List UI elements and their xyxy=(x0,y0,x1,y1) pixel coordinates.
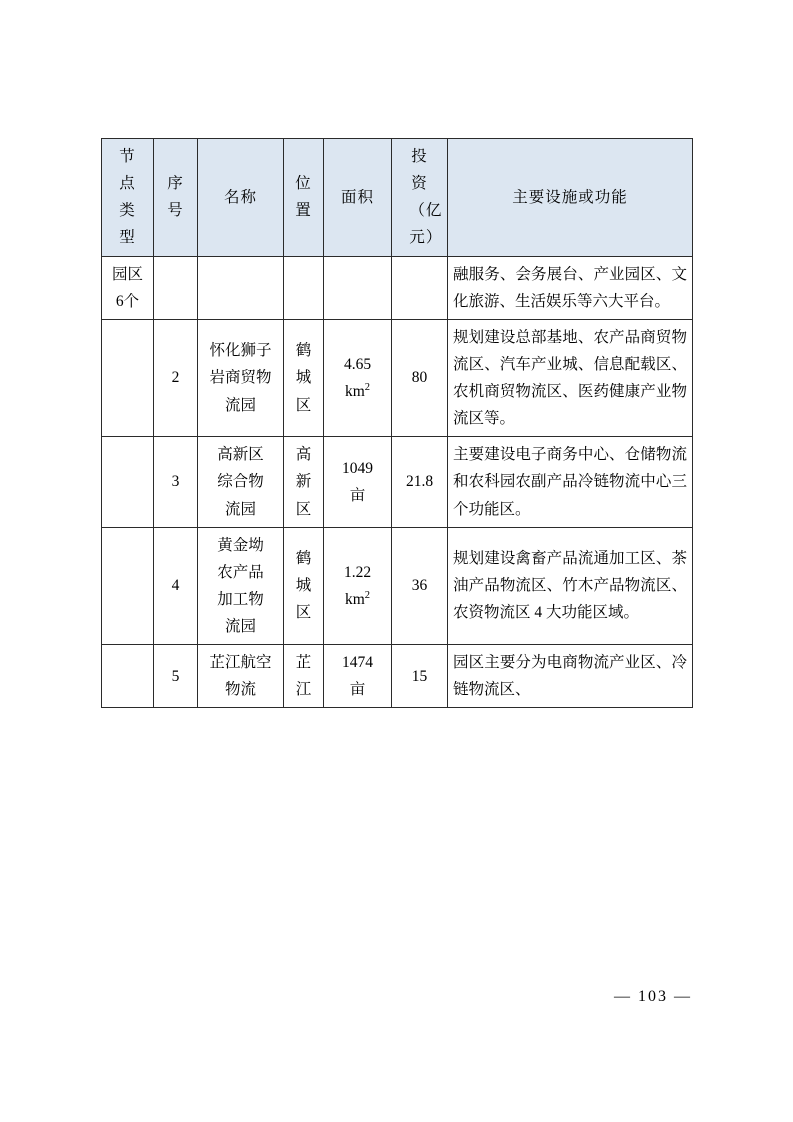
header-serial-no-text: 序号 xyxy=(167,175,184,220)
cell-area-unit: 亩 xyxy=(349,486,366,504)
cell-location xyxy=(284,527,324,645)
header-area: 面积 xyxy=(324,139,392,257)
header-serial-no xyxy=(154,139,198,257)
cell-serial-no: 3 xyxy=(154,437,198,527)
table-row xyxy=(102,645,693,708)
header-name: 名称 xyxy=(198,139,284,257)
cell-name-text: 芷江航空物流 xyxy=(209,654,272,699)
cell-area xyxy=(324,437,392,527)
cell-node-type xyxy=(102,437,154,527)
cell-location-text: 芷江 xyxy=(295,654,312,699)
cell-name xyxy=(198,256,284,319)
cell-location-text: 鹤城区 xyxy=(295,342,312,414)
cell-name xyxy=(198,645,284,708)
cell-location xyxy=(284,256,324,319)
cell-location-text: 鹤城区 xyxy=(295,550,312,622)
cell-node-type-text: 园区6个 xyxy=(111,265,143,310)
table-row xyxy=(102,319,693,437)
cell-location xyxy=(284,645,324,708)
logistics-nodes-table-wrapper xyxy=(101,138,692,708)
cell-main-facilities: 规划建设禽畜产品流通加工区、茶油产品物流区、竹木产品物流区、农资物流区 4 大功能区域。 xyxy=(448,527,693,645)
cell-node-type xyxy=(102,256,154,319)
cell-serial-no: 2 xyxy=(154,319,198,437)
cell-node-type xyxy=(102,527,154,645)
cell-node-type xyxy=(102,645,154,708)
page-number: — 103 — xyxy=(614,988,692,1005)
header-investment xyxy=(392,139,448,257)
cell-area-value: 1049 xyxy=(342,459,373,477)
cell-serial-no: 5 xyxy=(154,645,198,708)
cell-area-unit: $km^2$ xyxy=(344,589,371,608)
header-node-type-text: 节点类型 xyxy=(119,148,136,247)
cell-investment: 21.8 xyxy=(392,437,448,527)
cell-area-value: 4.65 xyxy=(343,355,372,373)
cell-name xyxy=(198,437,284,527)
table-header xyxy=(102,139,693,257)
cell-area-unit: 亩 xyxy=(349,681,366,699)
cell-investment: 36 xyxy=(392,527,448,645)
cell-investment: 15 xyxy=(392,645,448,708)
cell-investment: 80 xyxy=(392,319,448,437)
table-row xyxy=(102,437,693,527)
cell-area-value: 1474 xyxy=(342,654,373,672)
cell-name-text: 高新区综合物流园 xyxy=(217,446,264,518)
header-investment-text: 投资（亿元） xyxy=(409,148,443,247)
header-node-type xyxy=(102,139,154,257)
cell-node-type xyxy=(102,319,154,437)
header-location xyxy=(284,139,324,257)
cell-main-facilities: 主要建设电子商务中心、仓储物流和农科园农副产品冷链物流中心三个功能区。 xyxy=(448,437,693,527)
cell-serial-no: 4 xyxy=(154,527,198,645)
cell-main-facilities: 园区主要分为电商物流产业区、冷链物流区、 xyxy=(448,645,693,708)
cell-serial-no xyxy=(154,256,198,319)
cell-area xyxy=(324,256,392,319)
header-location-text: 位置 xyxy=(295,175,312,220)
cell-area xyxy=(324,319,392,437)
table-body xyxy=(102,256,693,708)
cell-area xyxy=(324,527,392,645)
cell-name xyxy=(198,527,284,645)
cell-name-text: 怀化狮子岩商贸物流园 xyxy=(209,342,272,414)
table-header-row xyxy=(102,139,693,257)
cell-location xyxy=(284,437,324,527)
cell-location xyxy=(284,319,324,437)
cell-location-text: 高新区 xyxy=(295,446,312,518)
cell-area-value: 1.22 xyxy=(343,563,372,581)
table-row xyxy=(102,527,693,645)
cell-name xyxy=(198,319,284,437)
cell-name-text: 黄金坳农产品加工物流园 xyxy=(217,536,264,635)
cell-area-unit: $km^2$ xyxy=(344,381,371,400)
header-main-facilities: 主要设施或功能 xyxy=(448,139,693,257)
cell-main-facilities: 规划建设总部基地、农产品商贸物流区、汽车产业城、信息配载区、农机商贸物流区、医药健康产业物流区等。 xyxy=(448,319,693,437)
logistics-nodes-table xyxy=(101,138,693,708)
cell-area xyxy=(324,645,392,708)
cell-main-facilities: 融服务、会务展台、产业园区、文化旅游、生活娱乐等六大平台。 xyxy=(448,256,693,319)
table-row xyxy=(102,256,693,319)
cell-investment xyxy=(392,256,448,319)
